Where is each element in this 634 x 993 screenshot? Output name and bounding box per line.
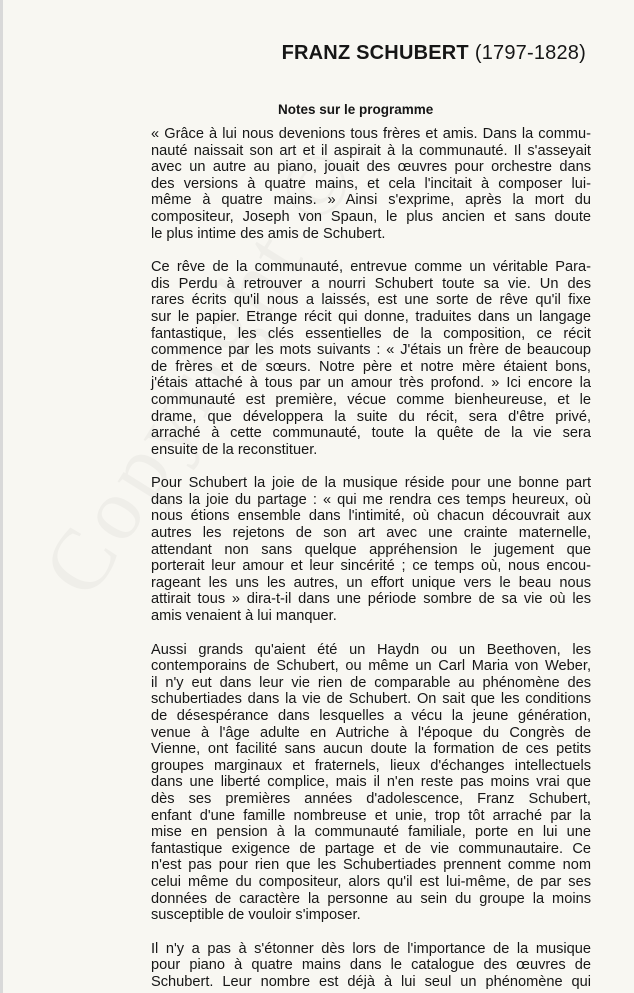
text-line: communauté est première, vécue comme bienheureuse, et le (151, 391, 591, 408)
section-subtitle: Notes sur le programme (278, 102, 434, 117)
text-line: celui même du compositeur, alors qu'il est lui-même, de par ses (151, 873, 591, 890)
text-line: n'est pas pour rien que les Schubertiades prennent comme nom (151, 857, 591, 874)
text-line: dès ses premières années d'adolescence, Franz Schubert, (151, 790, 591, 807)
text-line: schubertiades dans la vie de Schubert. On sait que les conditions (151, 691, 591, 708)
text-line: Vienne, ont facilité sans aucun doute la formation de ces petits (151, 741, 591, 758)
text-line: contemporains de Schubert, ou même un Carl Maria von Weber, (151, 658, 591, 675)
text-line: avec un autre au piano, jouait des œuvres pour orchestre dans (151, 159, 591, 176)
text-line: commence par les mots suivants : « J'étais un frère de beaucoup (151, 342, 591, 359)
text-line: il n'y eut dans leur vie rien de comparable au phénomène des (151, 674, 591, 691)
text-line: Il n'y a pas à s'étonner dès lors de l'importance de la musique (151, 940, 591, 957)
body-text (151, 126, 591, 993)
text-line: groupes marginaux et fraternels, lieux d'échanges intellectuels (151, 757, 591, 774)
paragraph (151, 126, 591, 242)
text-line: Pour Schubert la joie de la musique réside pour une bonne part (151, 475, 591, 492)
page-header (282, 42, 586, 65)
text-line: de désespérance dans lesquelles a vécu la jeune génération, (151, 708, 591, 724)
paragraph (151, 642, 591, 924)
text-line: susceptible de vouloir s'imposer. (151, 907, 361, 924)
text-line: arraché à cette communauté, toute la quête de la vie sera (151, 425, 591, 442)
text-line: « Grâce à lui nous devenions tous frères et amis. Dans la commu- (151, 126, 591, 142)
text-line: rageant les uns les autres, un effort unique vers le beau nous (151, 574, 591, 591)
text-line: enfant d'une famille nombreuse et unie, trop tôt arraché par la (151, 807, 591, 824)
paragraph (151, 941, 591, 991)
text-line: nauté naissait son art et il aspirait à la communauté. Il s'asseyait (151, 142, 591, 159)
text-line: même à quatre mains. » Ainsi s'exprime, après la mort du (151, 192, 591, 209)
text-line: attirait tous » dira-t-il dans une période sombre de sa vie où les (151, 591, 591, 608)
paragraph (151, 259, 591, 458)
text-line: sur le papier. Etrange récit qui donne, traduites dans un langage (151, 308, 591, 325)
text-line: ensuite de la reconstituer. (151, 441, 318, 458)
text-line: dans la joie du partage : « qui me rendra ces temps heureux, où (151, 491, 591, 508)
text-line: attendant non sans quelque appréhension le jugement que (151, 541, 591, 558)
text-line: porterait leur amour et leur sincérité ; ce temps où, nous encou- (151, 558, 591, 575)
text-line: fantastique, les clés essentielles de la composition, ce récit (151, 325, 591, 342)
text-line: fantastique exigence de partage et de vie communautaire. Ce (151, 840, 591, 857)
text-line: Schubert. Leur nombre est déjà à lui seul un phénomène qui (151, 973, 591, 990)
text-line: rares écrits qu'il nous a laissés, est une sorte de rêve qu'il fixe (151, 292, 591, 309)
text-line: nous étions ensemble dans l'intimité, où chacun découvrait aux (151, 508, 591, 525)
text-line: drame, que développera la suite du récit, sera d'être privé, (151, 408, 591, 425)
text-line: amis venaient à lui manquer. (151, 608, 337, 625)
text-line: données de caractère la personne au sein du groupe la moins (151, 890, 591, 907)
text-line: des versions à quatre mains, et cela l'incitait à composer lui- (151, 175, 591, 192)
composer-years: (1797-1828) (474, 42, 586, 64)
text-line: dis Perdu à retrouver a nourri Schubert toute sa vie. Un des (151, 275, 591, 292)
text-line: Ce rêve de la communauté, entrevue comme un véritable Para- (151, 259, 591, 276)
composer-name: FRANZ SCHUBERT (281, 42, 469, 64)
text-line: mise en pension à la communauté familiale, porte en lui une (151, 824, 591, 841)
text-line: dans une liberté complice, mais il n'en reste pas moins vrai que (151, 774, 591, 791)
text-line: pour piano à quatre mains dans le catalogue des œuvres de (151, 957, 591, 974)
paragraph (151, 475, 591, 624)
text-line: Aussi grands qu'aient été un Haydn ou un Beethoven, les (151, 641, 591, 658)
text-line: de frères et de sœurs. Notre père et notre mère étaient bons, (151, 358, 591, 375)
text-line: le plus intime des amis de Schubert. (151, 225, 386, 242)
text-line: compositeur, Joseph von Spaun, le plus ancien et sans doute (151, 208, 591, 225)
text-line: autres les rejetons de son art avec une crainte maternelle, (151, 525, 591, 542)
text-line: j'étais attaché à tous par un amour très profond. » Ici encore la (151, 375, 591, 392)
text-line: venue à l'âge adulte en Autriche à l'époque du Congrès de (151, 724, 591, 741)
